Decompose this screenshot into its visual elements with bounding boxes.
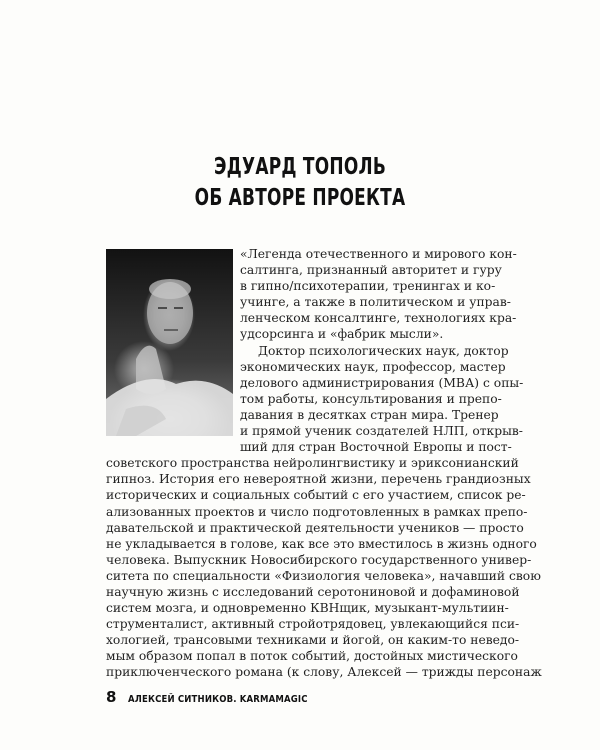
article-text: [106, 246, 542, 681]
heading-line-1: ЭДУАРД ТОПОЛЬ: [213, 154, 387, 180]
text-line: ший для стран Восточной Европы и пост-: [240, 440, 512, 455]
text-line: не укладывается в голове, как все это вместилось в жизнь одного: [106, 536, 537, 551]
text-line: и прямой ученик создателей НЛП, открыв-: [240, 424, 523, 439]
heading-line-2: ОБ АВТОРЕ ПРОЕКТА: [194, 185, 406, 211]
text-line: экономических наук, профессор, мастер: [240, 359, 506, 374]
text-line: гипноз. История его невероятной жизни, перечень грандиозных: [106, 472, 531, 487]
paragraph-2-wrapped: [240, 343, 524, 456]
text-line: человека. Выпускник Новосибирского государственного универ-: [106, 552, 532, 567]
text-line: систем мозга, и одновременно КВНщик, музыкант-мультиин-: [106, 601, 509, 616]
text-line: ситета по специальности «Физиология человека», начавший свою: [106, 568, 541, 583]
text-line: советского пространства нейролингвистику и эриксонианский: [106, 456, 519, 471]
text-line: хологией, трансовыми техниками и йогой, он каким-то неведо-: [106, 633, 520, 648]
text-line: мым образом попал в поток событий, достойных мистического: [106, 649, 518, 664]
text-line: струменталист, активный стройотрядовец, увлекающийся пси-: [106, 617, 520, 632]
text-line: Доктор психологических наук, доктор: [258, 343, 509, 358]
text-line: ленческом консалтинге, технологиях кра-: [240, 311, 517, 326]
text-line: приключенческого романа (к слову, Алексей — трижды персонаж: [106, 665, 542, 680]
page-footer: [106, 688, 340, 706]
text-line: научную жизнь с исследований серотониновой и дофаминовой: [106, 584, 520, 599]
text-line: давания в десятках стран мира. Тренер: [240, 407, 499, 422]
text-line: учинге, а также в политическом и управ-: [240, 295, 511, 310]
text-line: удсорсинга и «фабрик мысли».: [240, 327, 444, 342]
text-line: «Легенда отечественного и мирового кон-: [240, 247, 517, 261]
text-line: в гипно/психотерапии, тренингах и ко-: [240, 279, 496, 294]
text-line: ализованных проектов и число подготовленных в рамках препо-: [106, 504, 528, 519]
text-line: салтинга, признанный авторитет и гуру: [240, 263, 502, 278]
page-number: 8: [106, 688, 117, 706]
text-line: делового администрирования (МВА) с опы-: [240, 375, 524, 390]
text-line: исторических и социальных событий с его участием, список ре-: [106, 488, 526, 503]
running-title: АЛЕКСЕЙ СИТНИКОВ. KARMAMAGIC: [128, 694, 309, 705]
text-line: том работы, консультирования и препо-: [240, 391, 502, 406]
paragraph-2-full: [106, 455, 542, 680]
paragraph-1: [240, 246, 517, 343]
page-heading: [0, 152, 600, 214]
text-line: давательской и практической деятельности учеников — просто: [106, 520, 524, 535]
